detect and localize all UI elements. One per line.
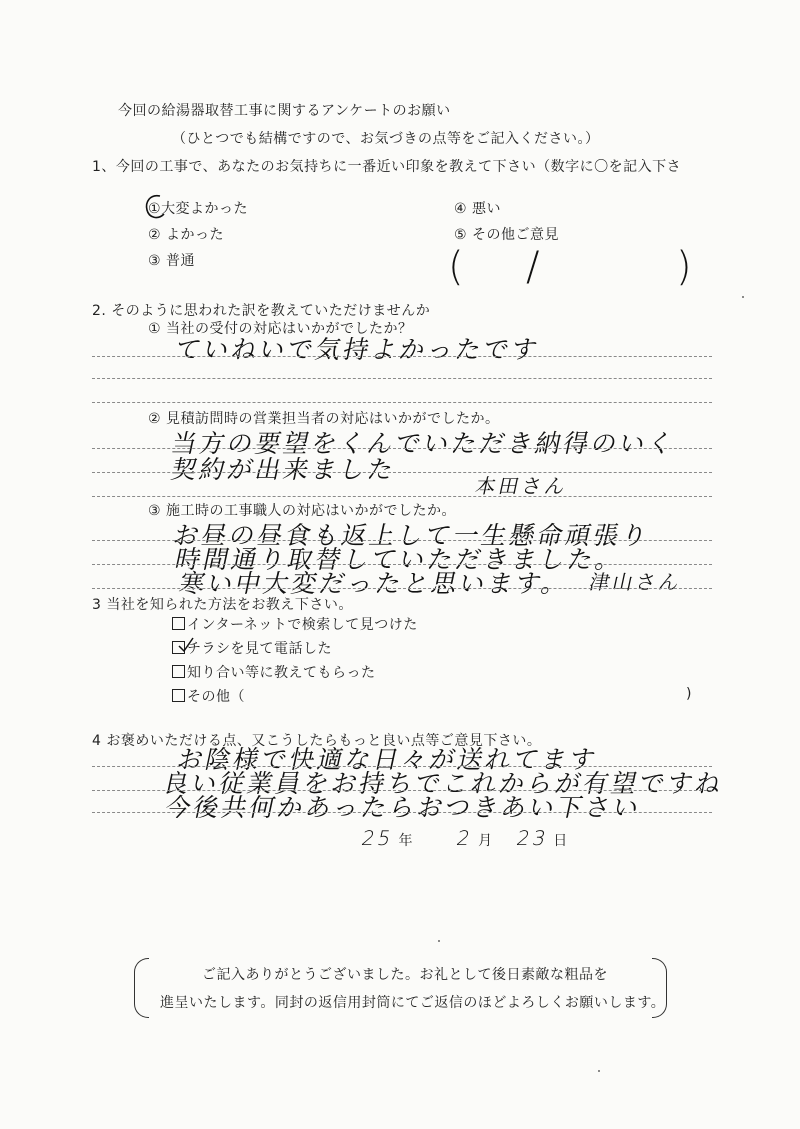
q2-sub2-answer-line2[interactable]: 契約が出来ました (168, 455, 399, 484)
q1-other-mark: / (526, 244, 540, 290)
date-day-value[interactable]: 23 (514, 826, 551, 850)
checkbox[interactable] (172, 689, 185, 702)
footer-thanks-line1: ご記入ありがとうございました。お礼として後日素敵な粗品を (202, 967, 608, 983)
q1-option-1[interactable]: ①大変よかった (148, 201, 249, 217)
q2-sub3-answer-line2[interactable]: 時間通り取替していただきました。 (172, 545, 627, 574)
q2-sub1-label: ① 当社の受付の対応はいかがでしたか？ (148, 321, 413, 337)
q2-sub2-staff-name[interactable]: 本田さん (473, 474, 571, 498)
q2-question: 2. そのように思われた訳を教えていただけませんか (92, 303, 431, 319)
scan-speck (598, 1070, 600, 1072)
survey-subtitle: （ひとつでも結構ですので、お気づきの点等をご記入ください。） (172, 131, 600, 147)
q3-option-acquaintance[interactable]: 知り合い等に教えてもらった (172, 662, 376, 682)
q1-option-5[interactable]: ⑤ その他ご意見 (454, 227, 560, 243)
date-month-value[interactable]: 2 (454, 826, 476, 850)
date-row (359, 826, 568, 850)
date-day-unit: 日 (553, 833, 568, 849)
footer-bracket-left (134, 958, 149, 1018)
q1-other-paren-close: ) (676, 244, 692, 290)
q2-sub3-answer-line3[interactable]: 寒い中大変だったと思います。 (176, 569, 573, 598)
date-year-value[interactable]: 25 (359, 826, 397, 850)
q1-option-2[interactable]: ② よかった (148, 227, 225, 243)
q3-option-other[interactable]: その他（ (172, 686, 245, 706)
q2-sub3-staff-name[interactable]: 津山さん (587, 570, 685, 594)
scan-speck (438, 940, 440, 942)
q3-option-internet[interactable]: インターネットで検索して見つけた (172, 614, 418, 634)
q1-question: 1、今回の工事で、あなたのお気持ちに一番近い印象を教えて下さい（数字に〇を記入下さ (92, 159, 682, 175)
q3-option-flyer[interactable]: チラシを見て電話した (172, 638, 332, 658)
q4-answer-line1[interactable]: お陰様で快適な日々が送れてます (174, 745, 601, 774)
date-year-unit: 年 (398, 833, 414, 849)
q4-question: 4 お褒めいただける点、又こうしたらもっと良い点等ご意見下さい。 (92, 733, 542, 749)
date-month-unit: 月 (478, 833, 493, 849)
q2-sub3-answer-line1[interactable]: お昼の昼食も返上して一生懸命頑張り (170, 521, 653, 550)
q2-sub3-label: ③ 施工時の工事職人の対応はいかがでしたか。 (148, 503, 456, 519)
q3-question: 3 当社を知られた方法をお教え下さい。 (92, 597, 353, 613)
checkbox[interactable] (172, 665, 185, 678)
q1-option-4[interactable]: ④ 悪い (454, 201, 502, 217)
q1-other-paren-open: ( (448, 244, 464, 290)
footer-thanks-line2: 進呈いたします。同封の返信用封筒にてご返信のほどよろしくお願いします。 (160, 995, 666, 1011)
q3-other-close: ) (686, 686, 692, 702)
q2-sub2-answer-line1[interactable]: 当方の要望をくんでいただき納得のいく (168, 429, 679, 458)
q4-answer-line2[interactable]: 良い従業員をお持ちでこれからが有望ですね (160, 769, 727, 798)
q4-answer-line3[interactable]: 今後共何かあったらおつきあい下さい (162, 793, 645, 822)
q1-option-3[interactable]: ③ 普通 (148, 253, 196, 269)
checkmark-icon (176, 636, 196, 656)
q2-sub2-label: ② 見積訪問時の営業担当者の対応はいかがでしたか。 (148, 411, 500, 427)
selection-circle-mark (142, 192, 172, 222)
scan-speck (742, 296, 744, 298)
checkbox[interactable] (172, 617, 185, 630)
survey-title: 今回の給湯器取替工事に関するアンケートのお願い (118, 103, 451, 119)
q2-sub1-answer[interactable]: ていねいで気持よかったです (172, 335, 543, 364)
